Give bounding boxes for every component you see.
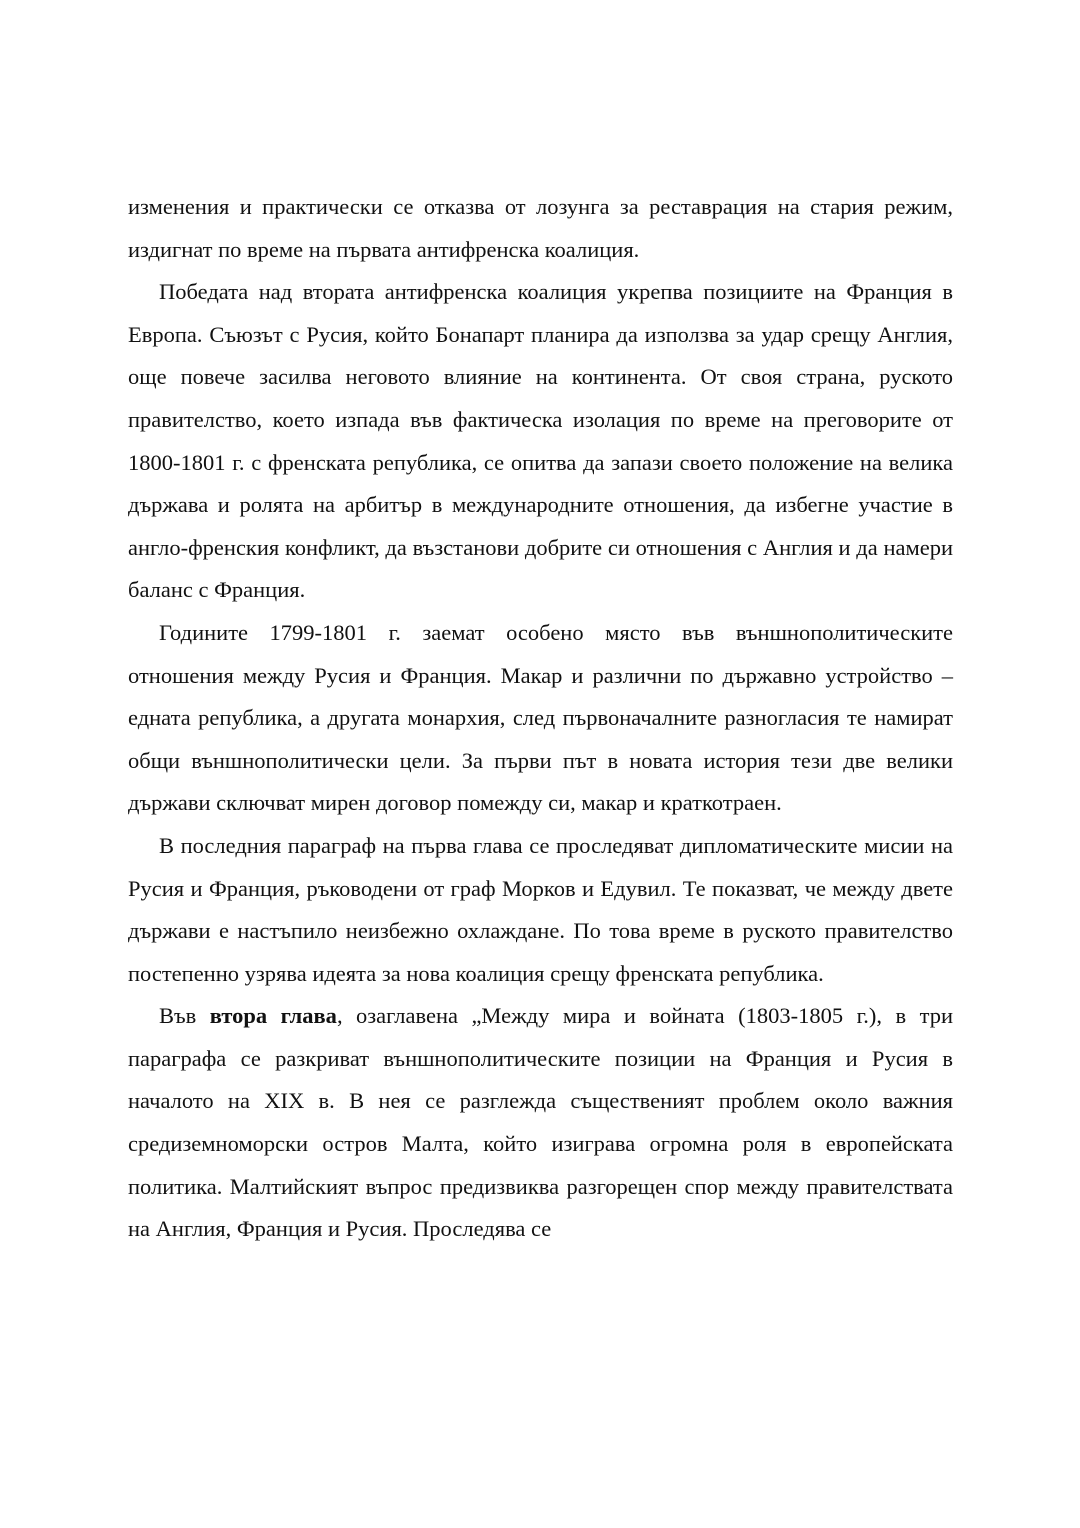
paragraph-1: изменения и практически се отказва от лозунга за реставрация на стария режим, издигнат по време на първата антифренска коалиция.	[128, 194, 953, 262]
paragraph-5-body: , озаглавена „Между мира и войната (1803-1805 г.), в три параграфа се разкриват външнополитическите позиции на Франция и Русия в началото на XIX в. В нея се разглежда същественият проблем около важния средиземноморски остров Малта, който изиграва огромна роля в европейската политика. Малтийският въпрос предизвиква разгорещен спор между правителствата на Англия, Франция и Русия. Проследява се	[128, 1003, 954, 1242]
paragraph-2: Победата над втората антифренска коалиция укрепва позициите на Франция в Европа. Съюзът с Русия, който Бонапарт планира да използва за удар срещу Англия, още повече засилва неговото влияние на континента. От своя страна, руското правителство, което изпада във фактическа изолация по време на преговорите от 1800-1801 г. с френската република, се опитва да запази своето положение на велика държава и ролята на арбитър в международните отношения, да избегне участие в англо-френския конфликт, да възстанови добрите си отношения с Англия и да намери баланс с Франция.	[128, 279, 953, 603]
paragraph-5-lead: Във	[159, 1003, 210, 1029]
body-text	[128, 186, 953, 1251]
paragraph-4: В последния параграф на първа глава се проследяват дипломатическите мисии на Русия и Франция, ръководени от граф Морков и Едувил. Те показват, че между двете държави е настъпило неизбежно охлаждане. По това време в руското правителство постепенно узрява идеята за нова коалиция срещу френската република.	[128, 832, 953, 986]
paragraph-3: Годините 1799-1801 г. заемат особено място във външнополитическите отношения между Русия и Франция. Макар и различни по държавно устройство – едната република, а другата монархия, след първоначалните разногласия те намират общи външнополитически цели. За първи път в новата история тези две велики държави сключват мирен договор помежду си, макар и краткотраен.	[128, 619, 953, 816]
paragraph-5	[128, 995, 953, 1251]
chapter-two-emphasis: втора глава	[209, 1003, 337, 1029]
